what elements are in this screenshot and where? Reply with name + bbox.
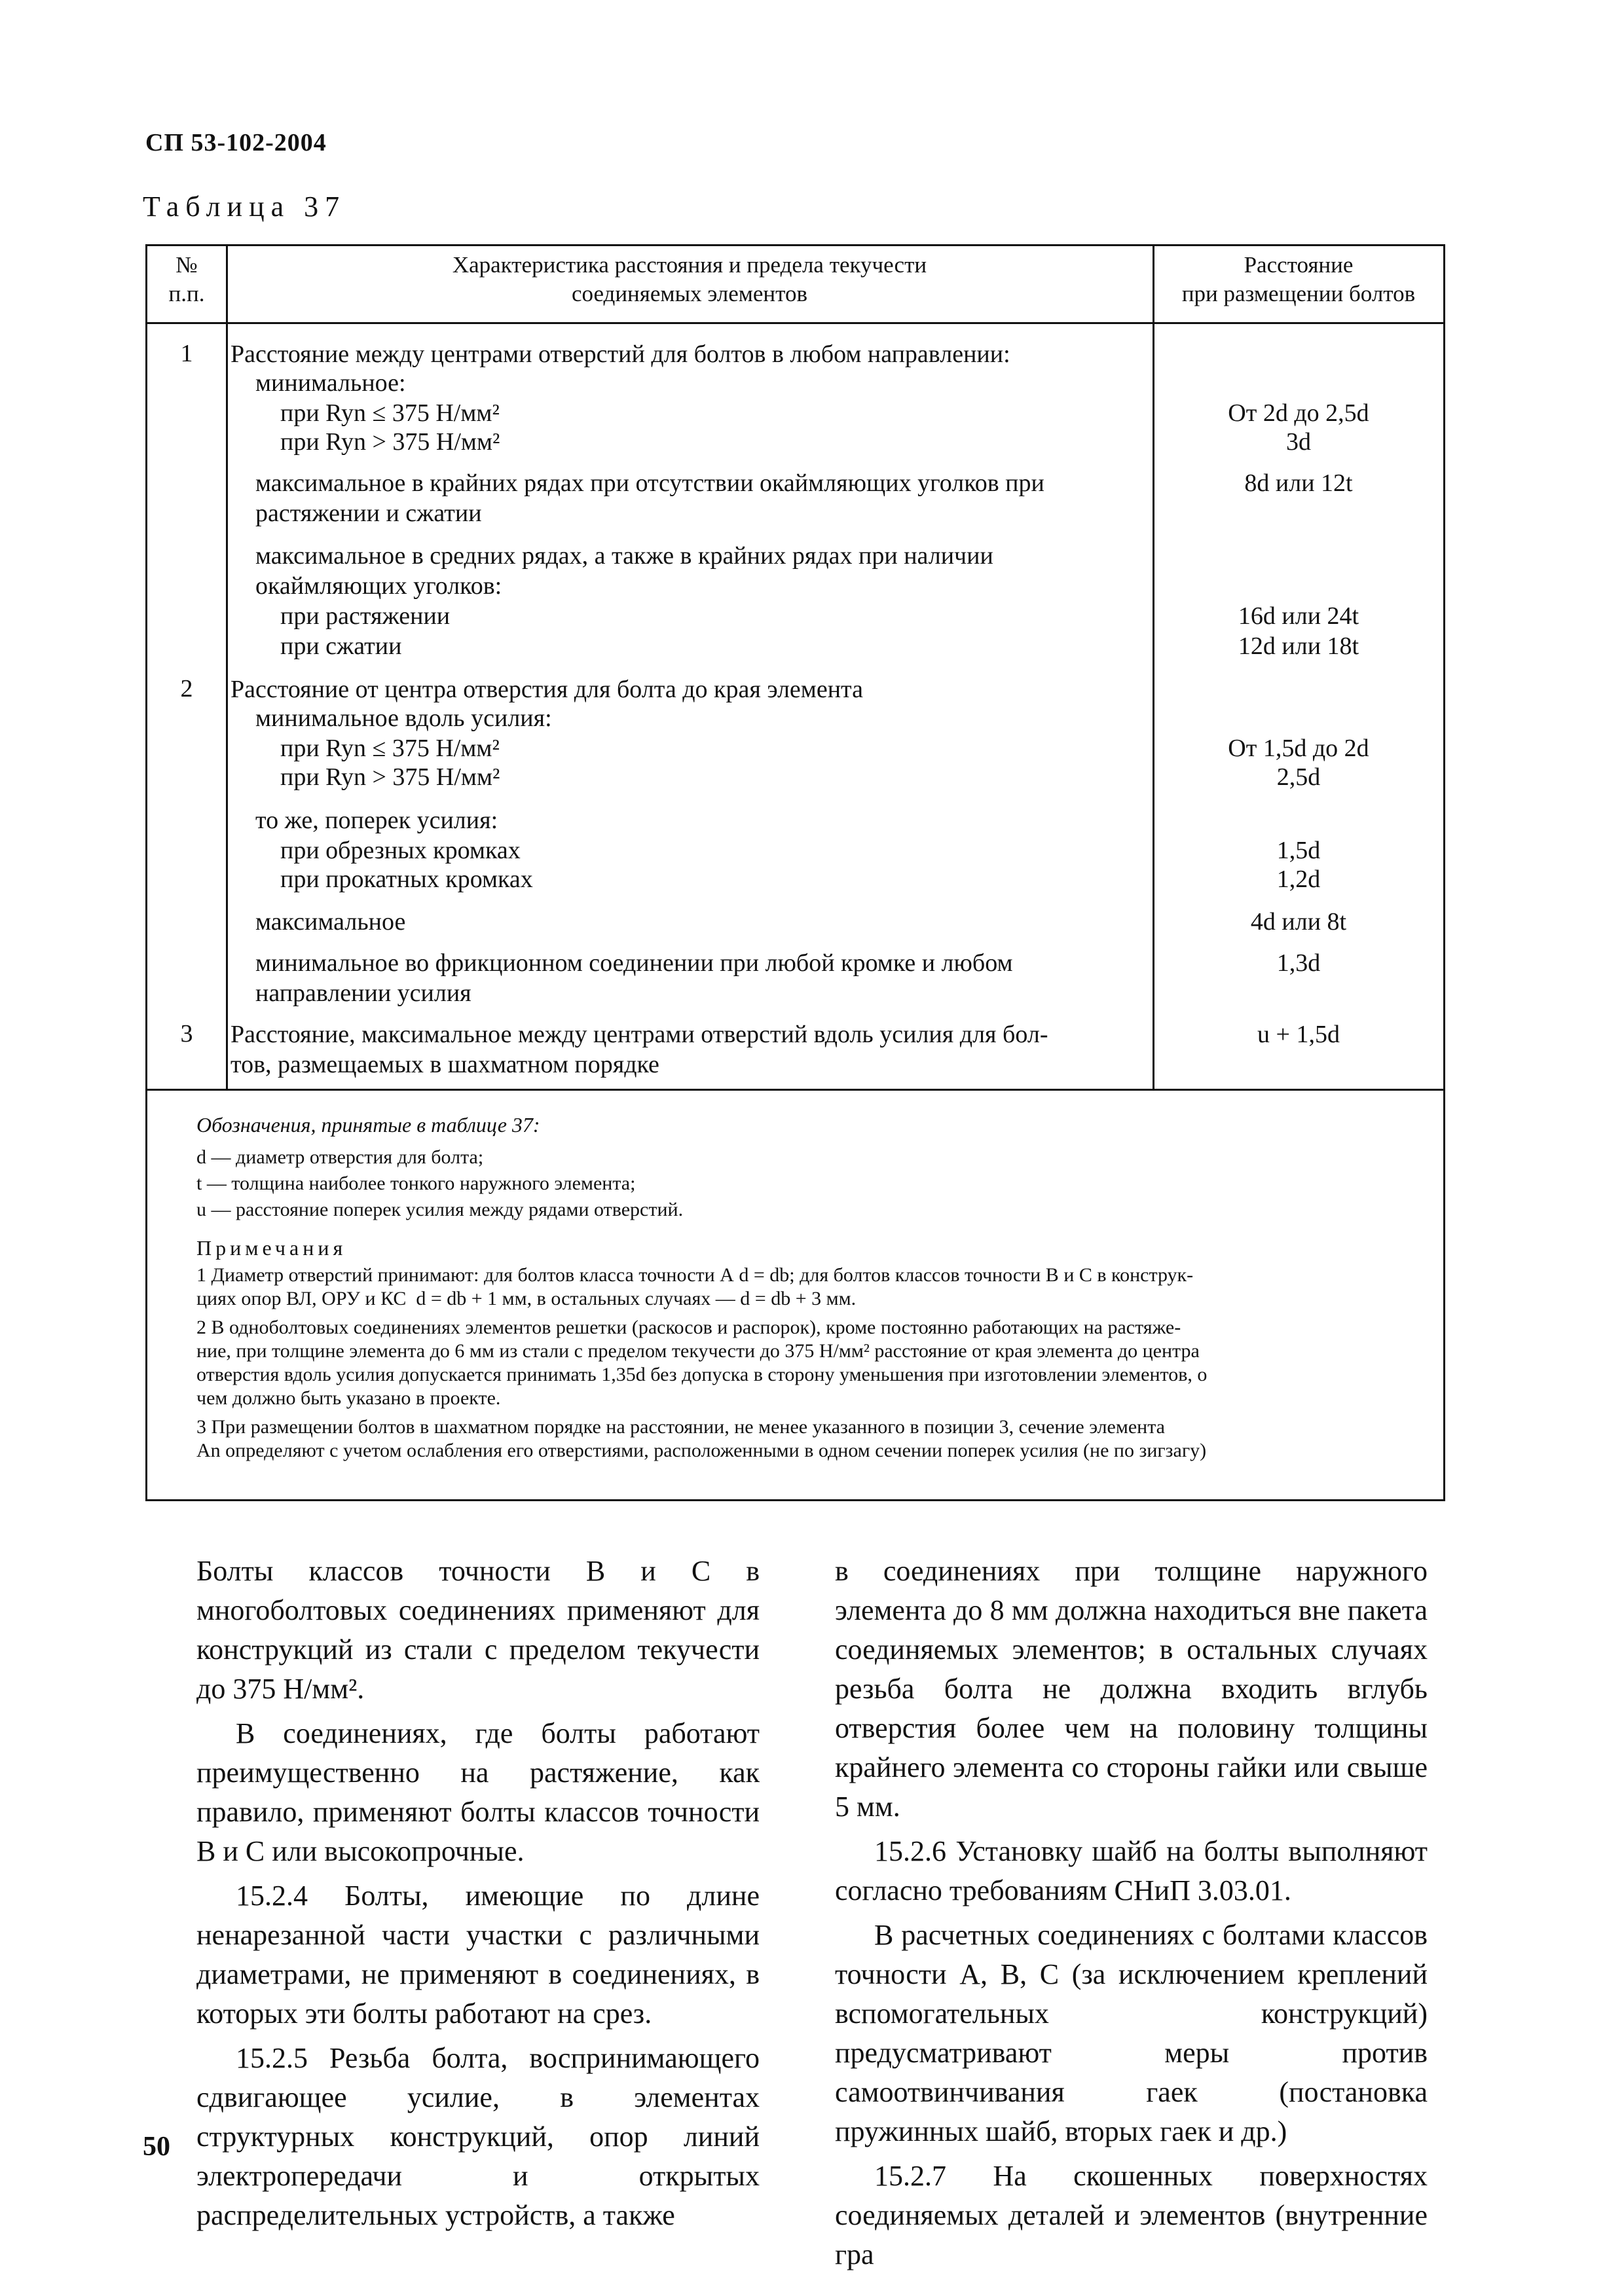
header-number: № п.п. [168, 252, 205, 306]
paragraph: 15.2.4 Болты, имеющие по длине ненарезанной части участки с различными диаметрами, не применяют в соединениях, в которых эти болты работают на срез. [196, 1880, 760, 2030]
legend-item: t — толщина наиболее тонкого наружного элемента; [196, 1173, 636, 1194]
remark-item: 1 Диаметр отверстий принимают: для болтов класса точности А d = db; для болтов классов точности В и С в конструк- циях опор ВЛ, ОРУ и КС d = db + 1 мм, в остальных случаях — d = db + 3 мм. [196, 1264, 1194, 1309]
row-text: максимальное в средних рядах, а также в крайних рядах при наличии окаймляющих уголков: [255, 542, 993, 600]
row-text: при сжатии [231, 632, 402, 660]
row-text: при Ryn > 375 Н/мм² [231, 428, 500, 456]
row-text: Расстояние, максимальное между центрами отверстий вдоль усилия для бол- тов, размещаемых в шахматном порядке [231, 1021, 1048, 1078]
legend-title: Обозначения, принятые в таблице 37: [196, 1113, 540, 1137]
row-value: От 2d до 2,5d [1228, 399, 1369, 427]
paragraph: 15.2.7 На скошенных поверхностях соединяемых деталей и элементов (внутренние гра [835, 2160, 1428, 2270]
row-number: 1 [180, 340, 193, 367]
header-characteristic: Характеристика расстояния и предела текучести соединяемых элементов [452, 252, 927, 306]
row-text: при Ryn > 375 Н/мм² [231, 763, 500, 791]
row-value: 12d или 18t [1238, 632, 1359, 660]
header-distance: Расстояние при размещении болтов [1181, 252, 1416, 306]
row-text: при растяжении [231, 602, 451, 630]
row-text: минимальное: [231, 369, 406, 397]
row-text: минимальное вдоль усилия: [231, 704, 552, 732]
row-text: минимальное во фрикционном соединении при любой кромке и любом направлении усилия [255, 949, 1013, 1007]
row-text: максимальное в крайних рядах при отсутствии окаймляющих уголков при растяжении и сжатии [255, 469, 1044, 527]
table-label: Таблица 37 [143, 191, 346, 223]
row-text: при Ryn ≤ 375 Н/мм² [231, 399, 500, 427]
legend-item: d — диаметр отверстия для болта; [196, 1146, 484, 1168]
row-text: при Ryn ≤ 375 Н/мм² [231, 735, 500, 762]
row-number: 2 [180, 675, 193, 702]
row-value: 1,5d [1276, 837, 1321, 864]
paragraph: в соединениях при толщине наружного элемента до 8 мм должна находиться вне пакета соединяемых элементов; в остальных случаях резьба болта не должна входить вглубь отверстия более чем на половину толщины крайнего элемента со стороны гайки или свыше 5 мм. [835, 1555, 1428, 1823]
table-body-divider [145, 1089, 1445, 1091]
page-number: 50 [143, 2132, 170, 2162]
row-value: 3d [1286, 428, 1311, 456]
row-value: u + 1,5d [1257, 1021, 1340, 1048]
body-left-column [196, 1552, 760, 2240]
document-code: СП 53-102-2004 [145, 129, 327, 156]
remark-item: 3 При размещении болтов в шахматном порядке на расстоянии, не менее указанного в позиции 3, сечение элемента An определяют с учетом ослабления его отверстиями, расположенными в одном сечении поперек усилия (не по зигзагу) [196, 1416, 1207, 1461]
paragraph: В расчетных соединениях с болтами классов точности А, В, С (за исключением креплений вспомогательных конструкций) предусматривают меры против самоотвинчивания гаек (постановка пружинных шайб, вторых гаек и др.) [835, 1919, 1428, 2147]
remarks-title: Примечания [196, 1236, 347, 1260]
row-value: От 1,5d до 2d [1228, 735, 1369, 762]
column-divider [1153, 244, 1154, 1089]
legend-item: u — расстояние поперек усилия между рядами отверстий. [196, 1199, 684, 1220]
header-divider [145, 322, 1445, 324]
column-divider [226, 244, 228, 1089]
row-value: 8d или 12t [1244, 469, 1353, 497]
row-text: Расстояние от центра отверстия для болта до края элемента [231, 676, 863, 703]
remark-item: 2 В одноболтовых соединениях элементов решетки (раскосов и распорок), кроме постоянно работающих на растяже- ние, при толщине элемента до 6 мм из стали с пределом текучести до 375 Н/мм² расстояние от края элемента до центра отверстия вдоль усилия допускается принимать 1,35d без допуска в сторону уменьшения при изготовлении элементов, о чем должно быть указано в проекте. [196, 1317, 1208, 1409]
row-text: Расстояние между центрами отверстий для болтов в любом направлении: [231, 340, 1010, 368]
row-value: 16d или 24t [1238, 602, 1359, 630]
row-number: 3 [180, 1020, 193, 1048]
row-text: максимальное [231, 908, 406, 936]
row-text: при обрезных кромках [231, 837, 521, 864]
paragraph: 15.2.6 Установку шайб на болты выполняют согласно требованиям СНиП 3.03.01. [835, 1835, 1428, 1906]
body-right-column [835, 1552, 1428, 2280]
row-value: 4d или 8t [1250, 908, 1347, 936]
row-text: то же, поперек усилия: [231, 807, 498, 834]
row-value: 1,3d [1276, 949, 1321, 977]
paragraph: Болты классов точности В и С в многоболтовых соединениях применяют для конструкций из стали с пределом текучести до 375 Н/мм². [196, 1555, 760, 1705]
row-value: 1,2d [1276, 866, 1321, 893]
paragraph: В соединениях, где болты работают преимущественно на растяжение, как правило, применяют болты классов точности В и С или высокопрочные. [196, 1717, 760, 1867]
row-value: 2,5d [1276, 763, 1321, 791]
row-text: при прокатных кромках [231, 866, 533, 893]
paragraph: 15.2.5 Резьба болта, воспринимающего сдвигающее усилие, в элементах структурных конструкций, опор линий электропередачи и открытых распределительных устройств, а также [196, 2042, 760, 2231]
